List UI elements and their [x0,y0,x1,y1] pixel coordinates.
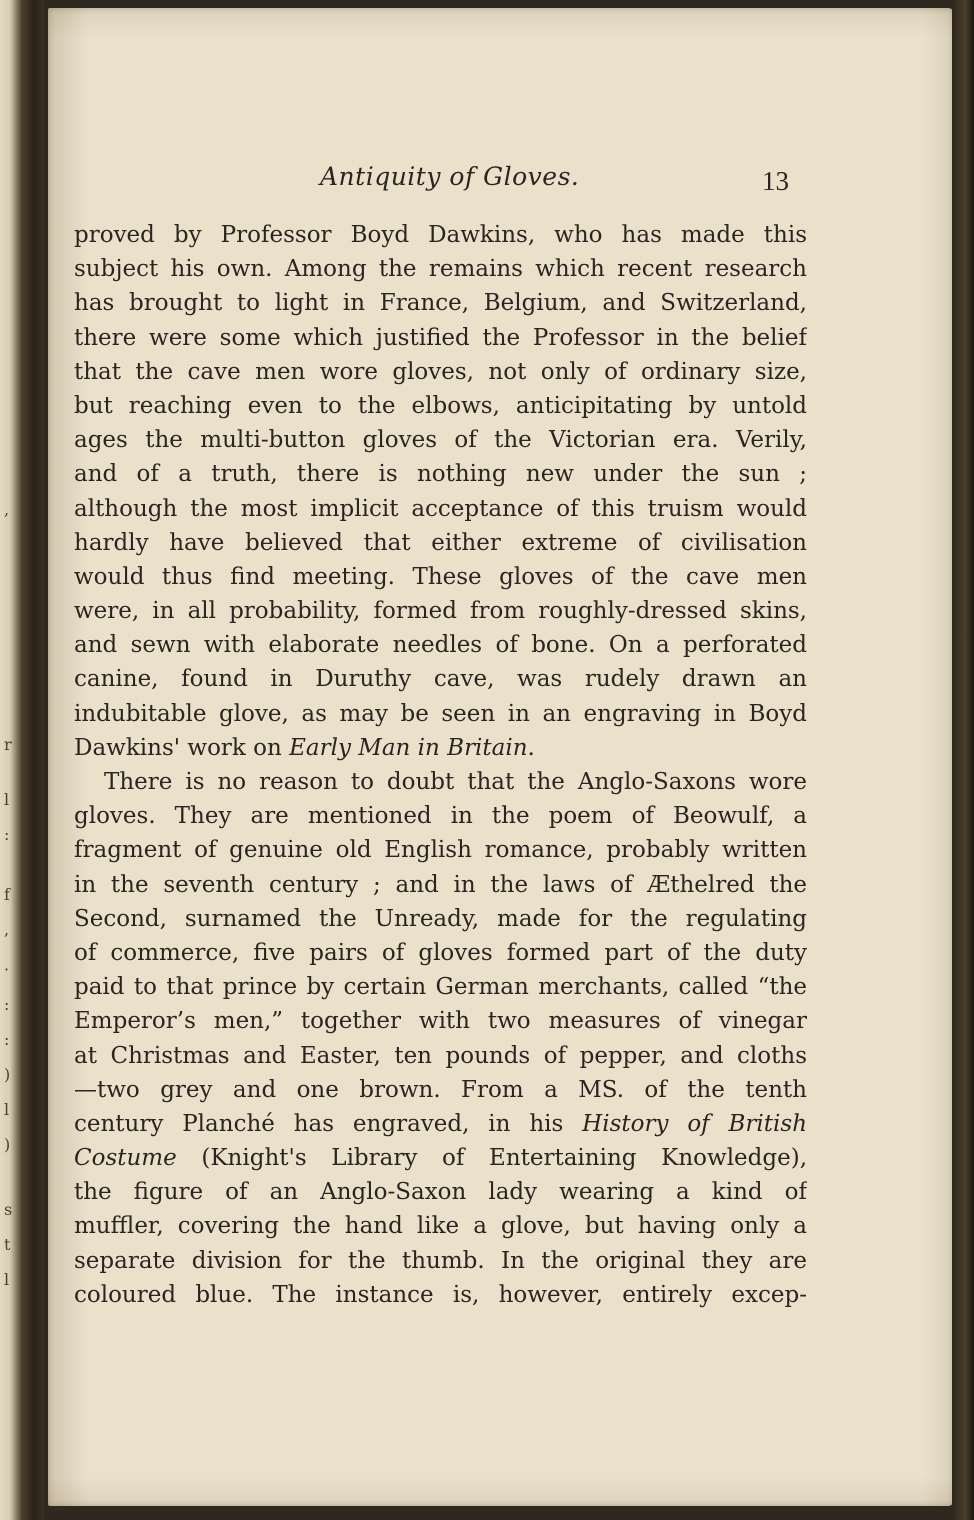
text-line: canine, found in Duruthy cave, was rudely drawn an [74,666,807,693]
text-line: and of a truth, there is nothing new under the sun ; [74,461,807,488]
text-line: ages the multi-button gloves of the Victorian era. Verily, [74,427,807,454]
text-line: and sewn with elaborate needles of bone. On a perforated [74,632,807,659]
text-span: (Knight's Library of Entertaining Knowledge), [176,1145,807,1172]
text-line: —two grey and one brown. From a MS. of the tenth [74,1076,807,1103]
gutter-mark: l [4,1100,10,1119]
body-text [74,218,807,1312]
text-span: Dawkins' work on [74,734,290,761]
text-line: coloured blue. The instance is, however, entirely excep- [74,1281,807,1308]
text-line: fragment of genuine old English romance, probably written [74,837,807,864]
text-line: there were some which justified the Professor in the belief [74,324,807,351]
page-number: 13 [762,166,789,196]
text-line: gloves. They are mentioned in the poem of Beowulf, a [74,803,807,830]
gutter-mark: : [4,825,10,844]
gutter-mark: f [4,885,10,904]
text-line: but reaching even to the elbows, anticipitating by untold [74,392,807,419]
text-line-last [74,731,807,765]
running-head [48,158,954,198]
text-line: were, in all probability, formed from roughly-dressed skins, [74,598,807,625]
gutter-mark: l [4,1270,10,1289]
text-line: paid to that prince by certain German merchants, called “the [74,974,807,1001]
text-line: Second, surnamed the Unready, made for the regulating [74,905,807,932]
text-line: the figure of an Anglo-Saxon lady wearing a kind of [74,1179,807,1206]
gutter-mark: t [4,1235,11,1254]
text-line: indubitable glove, as may be seen in an engraving in Boyd [74,700,807,727]
book-right-edge [952,0,974,1520]
text-line: Emperor’s men,” together with two measures of vinegar [74,1008,807,1035]
gutter-mark: : [4,995,10,1014]
text-line: proved by Professor Boyd Dawkins, who has made this [74,222,807,248]
gutter-mark: , [4,500,10,519]
gutter-mark: ) [4,1065,11,1084]
book-page [48,8,954,1506]
text-line: would thus find meeting. These gloves of the cave men [74,563,807,590]
running-head-title: Antiquity of Gloves. [320,162,580,191]
gutter-mark: r [4,735,12,754]
book-title-italic: History of British [582,1110,807,1137]
text-line-indent: There is no reason to doubt that the Anglo-Saxons wore [104,769,807,795]
text-span: century Planché has engraved, in his [74,1110,583,1137]
gutter-mark: : [4,1030,10,1049]
text-span: . [527,734,535,761]
gutter-mark: · [4,960,10,979]
book-title-italic: Costume [74,1145,177,1172]
text-line: at Christmas and Easter, ten pounds of pepper, and cloths [74,1042,807,1069]
text-line: in the seventh century ; and in the laws of Æthelred the [74,871,807,898]
text-line [74,1141,807,1175]
text-line: hardly have believed that either extreme of civilisation [74,529,807,556]
text-line: although the most implicit acceptance of this truism would [74,495,807,522]
gutter-mark: s [4,1200,13,1219]
book-gutter [0,0,44,1520]
book-title-italic: Early Man in Britain [289,734,528,761]
gutter-mark: , [4,920,10,939]
text-line: separate division for the thumb. In the original they are [74,1247,807,1274]
text-line: that the cave men wore gloves, not only of ordinary size, [74,358,807,385]
text-line: of commerce, five pairs of gloves formed part of the duty [74,939,807,966]
text-line: subject his own. Among the remains which recent research [74,256,807,283]
gutter-mark: ) [4,1135,11,1154]
text-line [74,1107,807,1141]
text-line: has brought to light in France, Belgium, and Switzerland, [74,290,807,317]
text-line: muffler, covering the hand like a glove, but having only a [74,1213,807,1240]
gutter-mark: l [4,790,10,809]
